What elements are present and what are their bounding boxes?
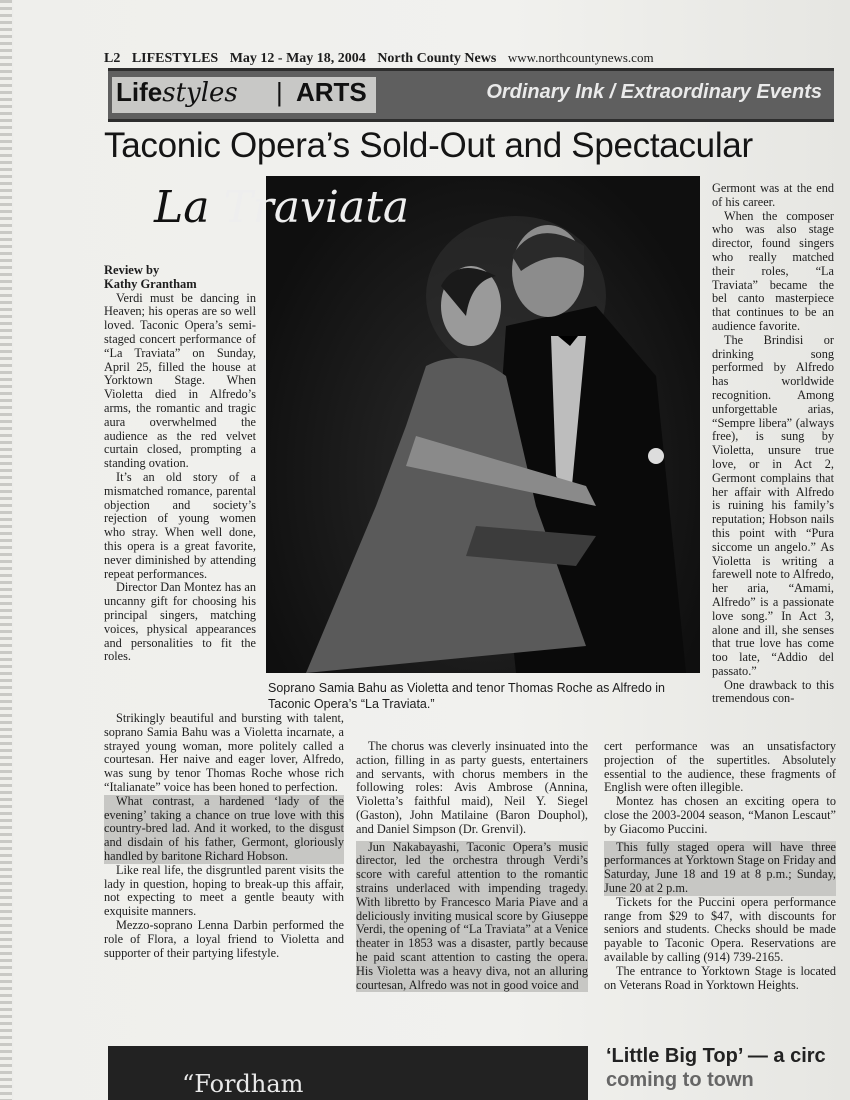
- performance-photo: [266, 176, 700, 673]
- paragraph: Like real life, the disgruntled parent visits the lady in question, hoping to break-up this affair, not expecting to meet a gentle beauty with exquisite manners.: [104, 862, 344, 919]
- next-article-teaser: [606, 1044, 846, 1092]
- teaser-line-1: ‘Little Big Top’ — a circ: [606, 1045, 826, 1067]
- lifestyles-logo: Lifestyles: [116, 77, 238, 108]
- paragraph: Germont was at the end of his career.: [712, 181, 834, 209]
- headline: Taconic Opera’s Sold-Out and Spectacular: [104, 126, 753, 165]
- page-folio: [104, 50, 744, 67]
- paragraph: Strikingly beautiful and bursting with talent, soprano Samia Bahu was a Violetta incarnate, a strayed young woman, more politely called a courtesan. Her naive and eager lover, Alfredo, was sung by tenor Thomas Roche whose rich “Italianate” voice has been honed to perfection.: [104, 711, 344, 794]
- column-3-continued: [604, 740, 836, 992]
- column-3: [712, 182, 834, 706]
- newspaper-url: www.northcountynews.com: [507, 50, 654, 65]
- paragraph: It’s an old story of a mismatched romance, parental objection and society’s rejection of young women who stray. When well done, this opera is a great favorite, never diminished by attending repeat performances.: [104, 469, 256, 581]
- byline-label: Review by: [104, 263, 160, 277]
- paragraph: Jun Nakabayashi, Taconic Opera’s music director, led the orchestra through Verdi’s score with careful attention to the romantic strains underlaced with impending tragedy. With libretto by Francesco Maria Piave and a deliciously inviting musical score by Giuseppe Verdi, the opening of “La Traviata” at a Venice theater in 1853 was a disaster, partly because he paid scant attention to casting the opera. His Violetta was a heavy diva, not an alluring courtesan, Alfredo was not in good voice and: [356, 839, 588, 992]
- section-banner: [108, 68, 834, 122]
- ad-headline: “Fordham: [182, 1070, 304, 1098]
- column-1-continued: [104, 712, 344, 960]
- paragraph: When the composer who was also stage director, found singers who really matched their roles, “La Traviata” became the bel canto masterpiece that continues to be an audience favorite.: [712, 208, 834, 333]
- paragraph: cert performance was an unsatisfactory projection of the supertitles. Absolutely essential to the audience, these fragments of English were often illegible.: [604, 739, 836, 795]
- paragraph: Mezzo-soprano Lenna Darbin performed the role of Flora, a loyal friend to Violetta and supporter of their partying lifestyle.: [104, 917, 344, 960]
- page-number: L2: [104, 51, 121, 66]
- photo-illustration: [266, 176, 700, 673]
- paragraph: The entrance to Yorktown Stage is located on Veterans Road in Yorktown Heights.: [604, 963, 836, 992]
- column-2: [356, 740, 588, 992]
- teaser-line-2: coming to town: [606, 1069, 754, 1091]
- paragraph: This fully staged opera will have three performances at Yorktown Stage on Friday and Saturday, June 18 and 19 at 8 p.m.; Sunday, June 20 at 2 p.m.: [604, 839, 836, 895]
- arts-label: ARTS: [296, 77, 367, 107]
- paragraph: Tickets for the Puccini opera performance range from $29 to $47, with discounts for seniors and students. Checks should be made payable to Taconic Opera. Reservations are available by calling (914) 739-2165.: [604, 894, 836, 964]
- torn-edge: [0, 0, 12, 1100]
- paragraph: One drawback to this tremendous con-: [712, 677, 834, 706]
- byline-author: Kathy Grantham: [104, 276, 197, 291]
- newspaper-name: North County News: [377, 51, 497, 66]
- paragraph: Verdi must be dancing in Heaven; his operas are so well loved. Taconic Opera’s semi-staged concert performance of “La Traviata” on Sunday, April 25, filled the house at Yorktown Stage. When Violetta died in Alfredo’s arms, the romantic and tragic aura overwhelmed the audience as the red velvet curtain closed, prompting a standing ovation.: [104, 290, 256, 471]
- photo-caption: Soprano Samia Bahu as Violetta and tenor Thomas Roche as Alfredo in Taconic Opera’s “La Traviata.”: [268, 681, 666, 711]
- paragraph: The Brindisi or drinking song performed by Alfredo has worldwide recognition. Among unforgettable arias, “Sempre libera” (always free), is sung by Violetta, unsure true love, or in Act 2, Germont complains that her affair with Alfredo is ruining his family’s reputation; Hobson nails this point with “Pura siccome un angelo.” As Violetta is writing a farewell note to Alfredo, her aria, “Amami, Alfredo” is a passionate love song.” In Act 3, alone and ill, she senses that true love has come too late, “Addio del passato.”: [712, 332, 834, 678]
- banner-tagline: Ordinary Ink / Extraordinary Events: [486, 81, 822, 103]
- paragraph: Director Dan Montez has an uncanny gift for choosing his principal singers, matching voices, physical appearances and personalities to fit the roles.: [104, 580, 256, 664]
- script-title: La Traviata: [154, 182, 410, 233]
- paragraph: Montez has chosen an exciting opera to close the 2003-2004 season, “Manon Lescaut” by Giacomo Puccini.: [604, 794, 836, 836]
- banner-divider: |: [276, 77, 283, 107]
- column-1: [104, 264, 256, 664]
- bottom-advertisement: [108, 1046, 588, 1100]
- paragraph: What contrast, a hardened ‘lady of the evening’ taking a chance on true love with this country-bred lad. And it worked, to the disgust and disdain of his father, Germont, gloriously handled by baritone Richard Hobson.: [104, 793, 344, 863]
- section-name: LIFESTYLES: [131, 51, 219, 66]
- issue-dates: May 12 - May 18, 2004: [229, 51, 366, 66]
- paragraph: The chorus was cleverly insinuated into the action, filling in as party guests, entertainers and servants, with chorus members in the following roles: Avis Ambrose (Annina, Violetta’s faithful maid), Neil Y. Siegel (Gaston), John Matilaine (Baron Douphol), and Daniel Simpson (Dr. Grenvil).: [356, 739, 588, 836]
